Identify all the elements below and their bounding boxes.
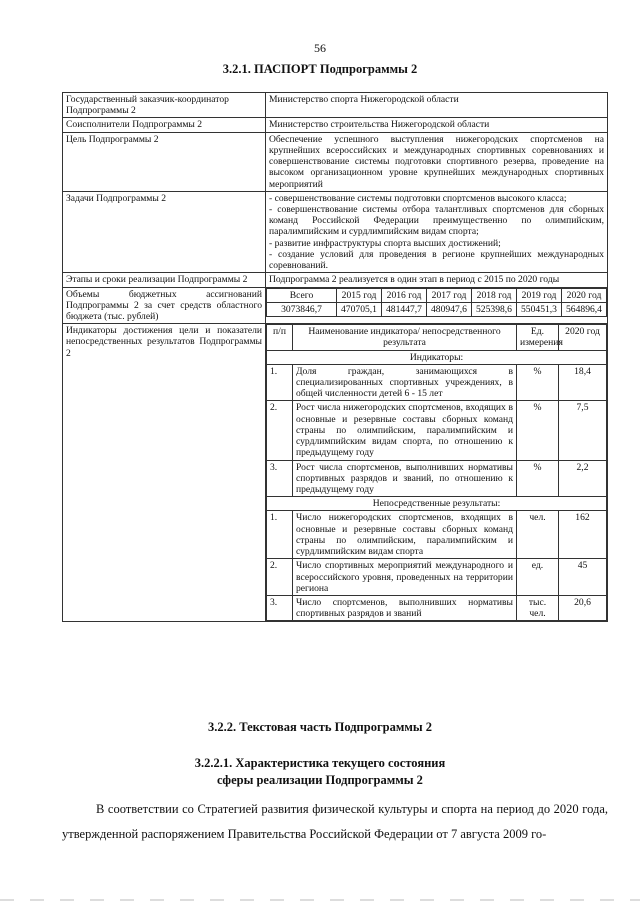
indicator-name: Рост числа нижегородских спортсменов, входящих в основные и резервные составы сборных команд страны по олимпийским, паралимпийским и сурдлимпийским видам спорта, по отношению к предыдущему году [293,401,517,460]
task-item: - развитие инфраструктуры спорта высших достижений; [269,237,501,249]
result-name: Число спортсменов, выполнивших нормативы спортивных разрядов и званий [293,595,517,620]
indicator-name: Рост числа спортсменов, выполнивших нормативы спортивных разрядов и званий, по отношению к предыдущему году [293,460,517,497]
budget-year-header: 2016 год [382,288,427,302]
indicators-header-row [267,325,607,350]
result-value: 162 [559,511,607,559]
indicator-unit: % [517,364,559,401]
tasks-value [266,191,608,273]
indicator-num-header: п/п [267,325,293,350]
result-num: 1. [267,511,293,559]
result-row [267,559,607,596]
section-2-heading: 3.2.2. Текстовая часть Подпрограммы 2 [207,720,432,734]
stages-label: Этапы и сроки реализации Подпрограммы 2 [63,273,266,287]
budget-total-header: Всего [267,288,337,302]
budget-year-header: 2019 год [517,288,562,302]
budget-year-header: 2020 год [562,288,607,302]
budget-total-value: 3073846,7 [267,302,337,316]
budget-year-header: 2018 год [472,288,517,302]
result-unit: ед. [517,559,559,596]
row-customer [63,93,608,118]
section-row [267,350,607,364]
row-coexecutors [63,118,608,132]
result-value: 20,6 [559,595,607,620]
budget-year-value: 564896,4 [562,302,607,316]
result-name: Число нижегородских спортсменов, входящих в основные и резервные составы сборных команд страны по олимпийским, паралимпийским и сурдлимпийским видам спорта [293,511,517,559]
passport-title: 3.2.1. ПАСПОРТ Подпрограммы 2 [222,62,418,76]
budget-label: Объемы бюджетных ассигнований Подпрограммы 2 за счет средств областного бюджета (тыс. рублей) [63,287,266,324]
budget-values-row [267,302,607,316]
row-tasks [63,191,608,273]
budget-header-row [267,288,607,302]
goal-value: Обеспечение успешного выступления нижегородских спортсменов на крупнейших всероссийских и международных спортивных соревнованиях и совершенствование системы подготовки спортивного резерва, проведение на высоком организационном уровне крупнейших международных спортивных мероприятий [266,132,608,191]
indicator-num: 2. [267,401,293,460]
indicator-unit: % [517,460,559,497]
section-2-1-heading-line: 3.2.2.1. Характеристика текущего состояния [194,756,446,770]
result-unit: тыс. чел. [517,595,559,620]
section-2-1-heading-line: сферы реализации Подпрограммы 2 [217,772,423,787]
indicator-num: 3. [267,460,293,497]
indicator-value: 18,4 [559,364,607,401]
indicator-name-header: Наименование индикатора/ непосредственного результата [293,325,517,350]
row-indicators [63,324,608,622]
result-value: 45 [559,559,607,596]
result-num: 2. [267,559,293,596]
indicator-value: 7,5 [559,401,607,460]
row-stages [63,273,608,287]
indicator-value: 2,2 [559,460,607,497]
budget-year-header: 2015 год [337,288,382,302]
scan-edge-noise [0,899,640,901]
budget-year-value: 481447,7 [382,302,427,316]
budget-year-value: 480947,6 [427,302,472,316]
task-item: - создание условий для проведения в регионе крупнейших международных соревнований. [269,248,604,272]
task-item: - совершенствование системы отбора талантливых спортсменов для сборных команд Российской Федерации преимущественно по олимпийским, паралимпийским и сурдлимпийским видам спорта; [269,203,604,238]
indicators-table [266,324,607,621]
tasks-label: Задачи Подпрограммы 2 [63,191,266,273]
indicator-name: Доля граждан, занимающихся в специализированных спортивных учреждениях, в общей численности детей 6 - 15 лет [293,364,517,401]
goal-label: Цель Подпрограммы 2 [63,132,266,191]
indicator-unit: % [517,401,559,460]
coexecutors-value: Министерство строительства Нижегородской области [266,118,608,132]
customer-label: Государственный заказчик-координатор Подпрограммы 2 [63,93,266,118]
indicators-label: Индикаторы достижения цели и показатели непосредственных результатов Подпрограммы 2 [63,324,266,622]
indicator-unit-header: Ед. измерения [517,325,559,350]
indicator-row [267,364,607,401]
results-section-title: Непосредственные результаты: [267,497,607,511]
indicators-section-title: Индикаторы: [267,350,607,364]
budget-year-value: 550451,3 [517,302,562,316]
section-2-1-heading [0,755,640,789]
result-row [267,595,607,620]
section-row [267,497,607,511]
indicators-value [266,324,608,622]
result-name: Число спортивных мероприятий международного и всероссийского уровня, проведенных на территории региона [293,559,517,596]
passport-table [62,92,608,622]
budget-table [266,288,607,317]
task-item: - совершенствование системы подготовки спортсменов высокого класса; [269,192,567,204]
page-number: 56 [314,41,326,55]
stages-value: Подпрограмма 2 реализуется в один этап в период с 2015 по 2020 годы [266,273,608,287]
indicator-row [267,401,607,460]
indicator-year-header: 2020 год [559,325,607,350]
body-paragraph: В соответствии со Стратегией развития физической культуры и спорта на период до 2020 года, утвержденной распоряжением Правительства Российской Федерации от 7 августа 2009 го- [62,802,608,841]
budget-year-header: 2017 год [427,288,472,302]
result-row [267,511,607,559]
budget-value [266,287,608,324]
row-goal [63,132,608,191]
budget-year-value: 470705,1 [337,302,382,316]
row-budget [63,287,608,324]
result-num: 3. [267,595,293,620]
indicator-row [267,460,607,497]
coexecutors-label: Соисполнители Подпрограммы 2 [63,118,266,132]
result-unit: чел. [517,511,559,559]
budget-year-value: 525398,6 [472,302,517,316]
indicator-num: 1. [267,364,293,401]
customer-value: Министерство спорта Нижегородской области [266,93,608,118]
